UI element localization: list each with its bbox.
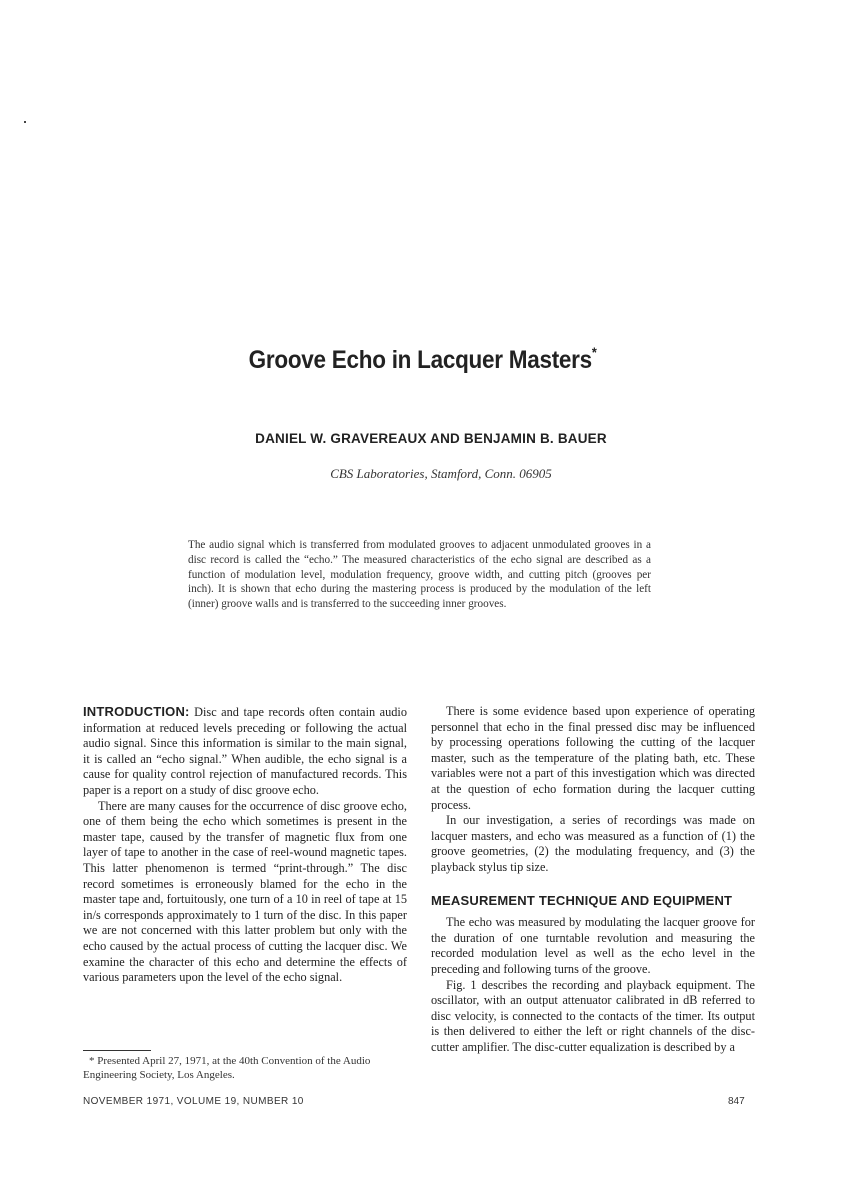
section-heading-measurement: MEASUREMENT TECHNIQUE AND EQUIPMENT <box>431 892 733 908</box>
article-title <box>42 346 803 375</box>
footnote: * Presented April 27, 1971, at the 40th Convention of the Audio Engineering Society, Los Angeles. <box>83 1055 371 1081</box>
intro-paragraph-1-text: Disc and tape records often contain audio information at reduced levels preceding or following the actual audio signal. Since this information is similar to the main signal, it is called an “echo signal.” When audible, the echo signal is a cause for quality control rejection of manufactured records. This paper is a report on a study of disc groove echo. <box>83 705 407 797</box>
measurement-paragraph-2: Fig. 1 describes the recording and playback equipment. The oscillator, with an output attenuator calibrated in dB referred to disc velocity, is connected to the contacts of the timer. Its output is then delivered to either the left or right channels of the disc-cutter amplifier. The disc-cutter equalization is described by a <box>431 977 755 1054</box>
intro-heading: INTRODUCTION: <box>83 704 190 719</box>
right-paragraph-2: In our investigation, a series of recordings was made on lacquer masters, and echo was measured as a function of (1) the groove geometries, (2) the modulating frequency, and (3) the playback stylus tip size. <box>431 813 755 874</box>
article-title-text: Groove Echo in Lacquer Masters <box>248 346 592 374</box>
article-authors: DANIEL W. GRAVEREAUX AND BENJAMIN B. BAUER <box>255 431 607 446</box>
article-abstract: The audio signal which is transferred from modulated grooves to adjacent unmodulated grooves in a disc record is called the “echo.” The measured characteristics of the echo signal are described as a function of modulation level, modulation frequency, groove width, and cutting pitch (grooves per inch). It is shown that echo during the mastering process is produced by the modulation of the left (inner) groove walls and is transferred to the succeeding inner grooves. <box>188 539 651 611</box>
title-footnote-marker: * <box>591 344 597 360</box>
journal-issue-footer: NOVEMBER 1971, VOLUME 19, NUMBER 10 <box>83 1096 304 1107</box>
measurement-paragraph-1: The echo was measured by modulating the lacquer groove for the duration of one turntable revolution and measuring the recorded modulation level as well as the echo level in the preceding and following turns of the groove. <box>431 915 755 976</box>
right-paragraph-1: There is some evidence based upon experience of operating personnel that echo in the final pressed disc may be influenced by processing operations following the cutting of the lacquer master, such as the temperature of the plating bath, etc. These variables were not a part of this investigation which was directed at the question of echo formation during the lacquer cutting process. <box>431 704 755 812</box>
footnote-rule <box>83 1050 151 1051</box>
intro-paragraph-2: There are many causes for the occurrence of disc groove echo, one of them being the echo which sometimes is present in the master tape, caused by the transfer of magnetic flux from one layer of tape to another in the case of reel-wound magnetic tapes. This latter phenomenon is termed “print-through.” The disc record sometimes is erroneously blamed for the echo in the master tape and, fortuitously, one turn of a 10 in reel of tape at 15 in/s corresponds approximately to 1 turn of the disc. In this paper we are not concerned with this latter problem but only with the echo caused by the actual process of cutting the lacquer disc. We examine the character of this echo and determine the effects of various parameters upon the level of the echo signal. <box>83 798 407 985</box>
right-column <box>431 704 755 1055</box>
scan-speck <box>24 121 26 123</box>
intro-paragraph-1 <box>83 704 407 799</box>
left-column <box>83 704 407 986</box>
author-affiliation: CBS Laboratories, Stamford, Conn. 06905 <box>330 466 552 481</box>
page-number: 847 <box>728 1096 745 1107</box>
